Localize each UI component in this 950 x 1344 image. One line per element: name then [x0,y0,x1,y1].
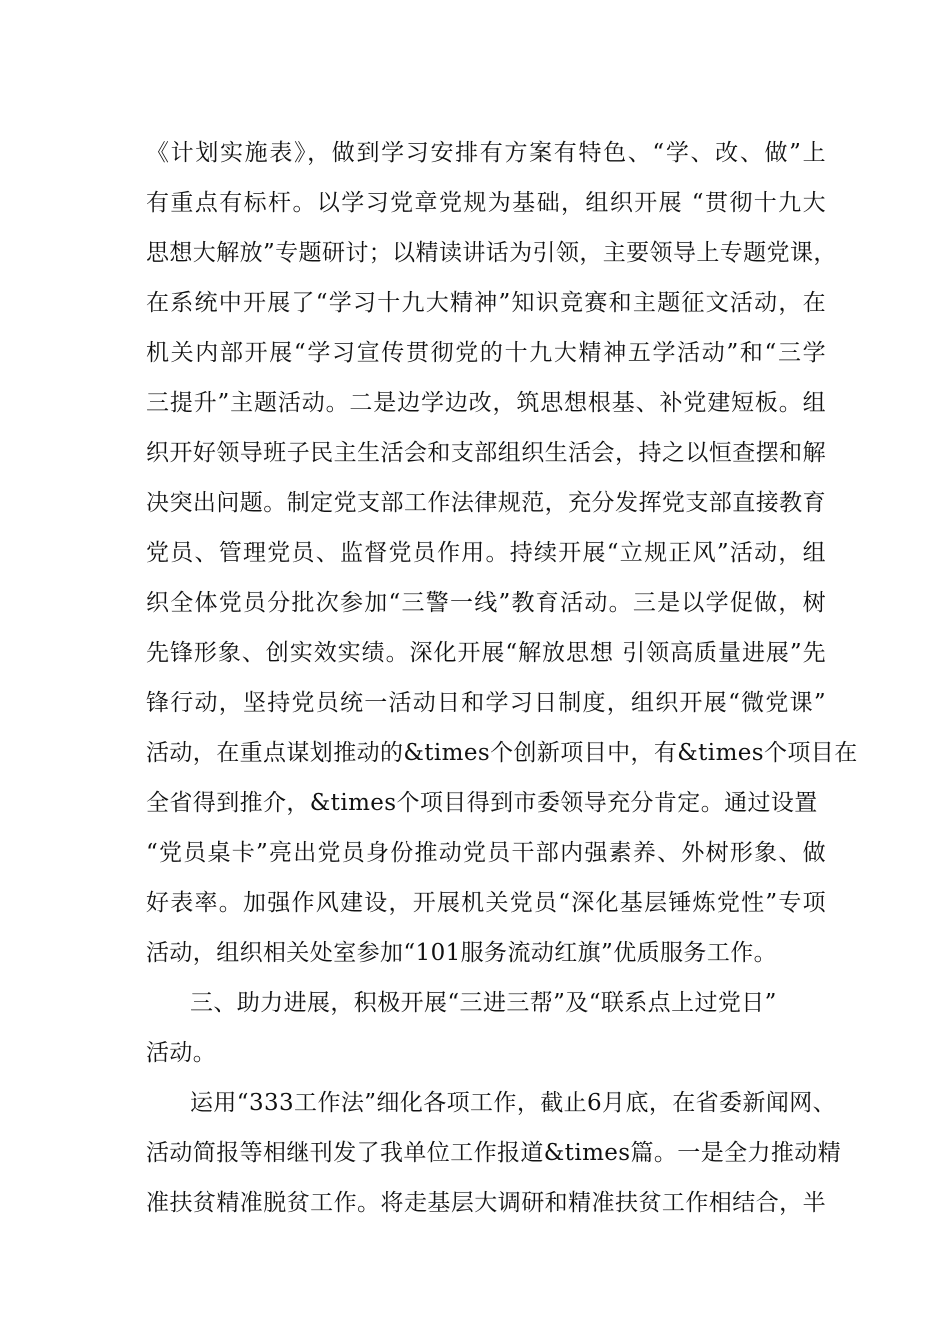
body-text-line: 织全体党员分批次参加“三警一线”教育活动。三是以学促做，树 [146,590,826,616]
body-text-line: 《计划实施表》，做到学习安排有方案有特色、“学、改、做”上 [146,140,826,166]
section-heading-line: 活动。 [146,1040,217,1066]
section-heading-line: 三、助力进展，积极开展“三进三帮”及“联系点上过党日” [190,990,777,1016]
body-text-line: 活动，在重点谋划推动的&times个创新项目中，有&times个项目在 [146,740,858,766]
body-text-line: 活动简报等相继刊发了我单位工作报道&times篇。一是全力推动精 [146,1140,842,1166]
body-text-line: 好表率。加强作风建设，开展机关党员“深化基层锤炼党性”专项 [146,890,826,916]
body-text-line: 有重点有标杆。以学习党章党规为基础，组织开展 “贯彻十九大 [146,190,826,216]
body-text-line: 全省得到推介，&times个项目得到市委领导充分肯定。通过设置 [146,790,818,816]
body-text-line: 织开好领导班子民主生活会和支部组织生活会，持之以恒查摆和解 [146,440,826,466]
body-text-line: 三提升”主题活动。二是边学边改，筑思想根基、补党建短板。组 [146,390,826,416]
body-text-line: 活动，组织相关处室参加“101服务流动红旗”优质服务工作。 [146,940,778,966]
body-text-line: 思想大解放”专题研讨；以精读讲话为引领，主要领导上专题党课， [146,240,837,266]
body-text-line: 决突出问题。制定党支部工作法律规范，充分发挥党支部直接教育 [146,490,826,516]
body-text-line: 在系统中开展了“学习十九大精神”知识竞赛和主题征文活动，在 [146,290,826,316]
body-text-line: 机关内部开展“学习宣传贯彻党的十九大精神五学活动”和“三学 [146,340,826,366]
body-text-line: 准扶贫精准脱贫工作。将走基层大调研和精准扶贫工作相结合，半 [146,1190,826,1216]
body-text-line: 运用“333工作法”细化各项工作，截止6月底，在省委新闻网、 [190,1090,837,1116]
body-text-line: 锋行动，坚持党员统一活动日和学习日制度，组织开展“微党课” [146,690,826,716]
body-text-line: 先锋形象、创实效实绩。深化开展“解放思想 引领高质量进展”先 [146,640,826,666]
body-text-line: 党员、管理党员、监督党员作用。持续开展“立规正风”活动，组 [146,540,826,566]
body-text-line: “党员桌卡”亮出党员身份推动党员干部内强素养、外树形象、做 [146,840,826,866]
